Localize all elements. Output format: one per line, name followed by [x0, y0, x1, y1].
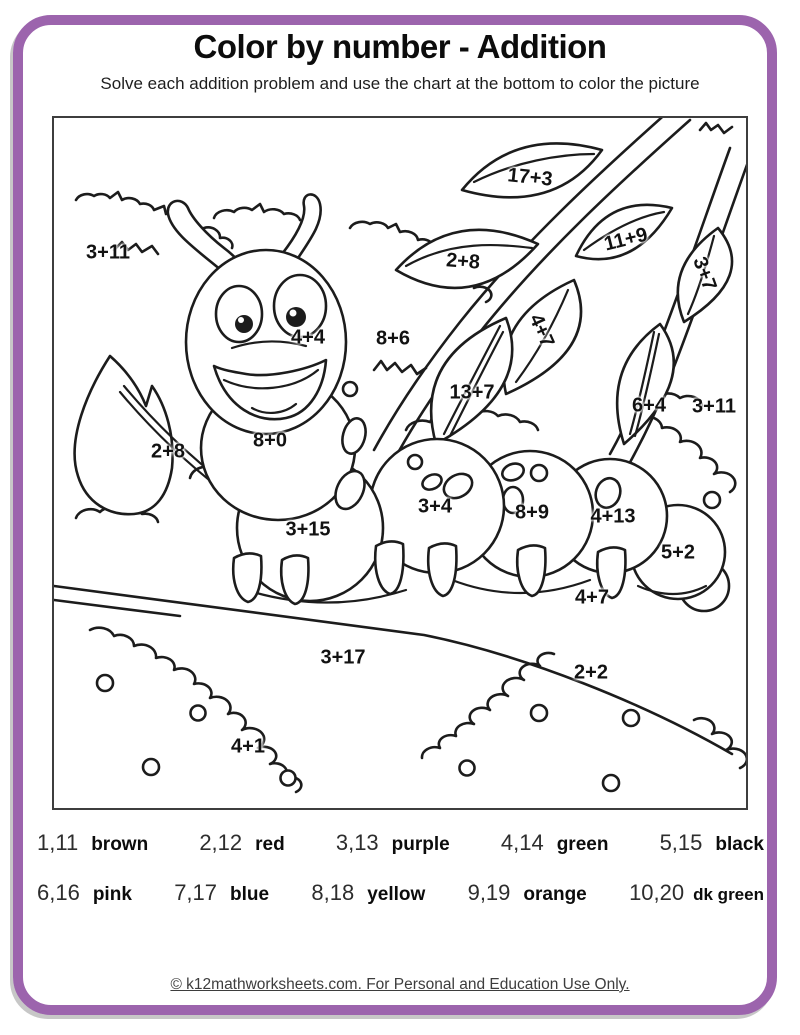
key-numbers: 3,13: [335, 830, 379, 855]
math-problem: 3+17: [320, 646, 366, 669]
color-key-entry: [174, 880, 269, 906]
math-problem: 3+7: [688, 254, 721, 294]
math-problem: 2+8: [445, 249, 481, 274]
color-key-entry: [501, 830, 609, 856]
page-title: Color by number - Addition: [193, 28, 607, 65]
color-key: [37, 830, 764, 930]
math-problem: 11+9: [601, 223, 650, 256]
math-problem: 13+7: [449, 381, 495, 404]
key-color-name: blue: [230, 884, 270, 905]
math-problem: 8+9: [515, 501, 549, 524]
math-problem: 2+8: [151, 440, 185, 463]
math-problem: 4+7: [524, 310, 559, 351]
color-key-entry: [336, 830, 450, 856]
math-problem: 6+4: [632, 394, 666, 417]
key-numbers: 9,19: [467, 880, 511, 905]
color-key-entry: [311, 880, 425, 906]
footer-link[interactable]: © k12mathworksheets.com. For Personal and Education Use Only.: [170, 976, 630, 993]
math-problem: 4+4: [291, 326, 325, 349]
footer: [0, 976, 800, 994]
key-numbers: 4,14: [500, 830, 544, 855]
math-problem: 3+15: [285, 518, 331, 541]
math-problem: 17+3: [506, 164, 554, 191]
key-color-name: brown: [91, 834, 149, 855]
math-problem: 3+4: [418, 495, 452, 518]
key-numbers: 7,17: [174, 880, 218, 905]
color-key-entry: [660, 830, 764, 856]
math-problem: 3+11: [692, 395, 736, 418]
key-numbers: 10,20: [629, 880, 685, 905]
key-numbers: 6,16: [37, 880, 80, 905]
color-key-entry: [37, 830, 148, 856]
math-problem: 3+11: [86, 241, 130, 264]
key-color-name: yellow: [367, 884, 426, 905]
math-problem: 2+2: [574, 661, 608, 684]
page-subtitle: Solve each addition problem and use the chart at the bottom to color the picture: [100, 74, 700, 93]
math-problem: 4+13: [590, 505, 636, 528]
key-color-name: dk green: [693, 885, 764, 904]
math-problem: 8+0: [253, 429, 287, 452]
math-problem: 4+7: [575, 586, 609, 609]
color-key-row: [37, 830, 764, 880]
coloring-picture-box: [52, 116, 748, 810]
key-color-name: red: [255, 834, 285, 855]
color-key-entry: [199, 830, 284, 856]
key-color-name: black: [715, 834, 764, 855]
key-color-name: pink: [92, 884, 132, 905]
key-numbers: 8,18: [311, 880, 355, 905]
key-numbers: 2,12: [199, 830, 243, 855]
key-color-name: purple: [391, 834, 450, 855]
problems-layer: [54, 118, 746, 808]
color-key-entry: [629, 880, 764, 906]
color-key-entry: [468, 880, 587, 906]
key-color-name: green: [556, 834, 609, 855]
math-problem: 4+1: [231, 735, 265, 758]
math-problem: 8+6: [376, 327, 410, 350]
key-numbers: 1,11: [37, 830, 79, 855]
key-numbers: 5,15: [659, 830, 703, 855]
math-problem: 5+2: [661, 541, 695, 564]
color-key-entry: [37, 880, 132, 906]
key-color-name: orange: [523, 884, 587, 905]
color-key-row: [37, 880, 764, 930]
